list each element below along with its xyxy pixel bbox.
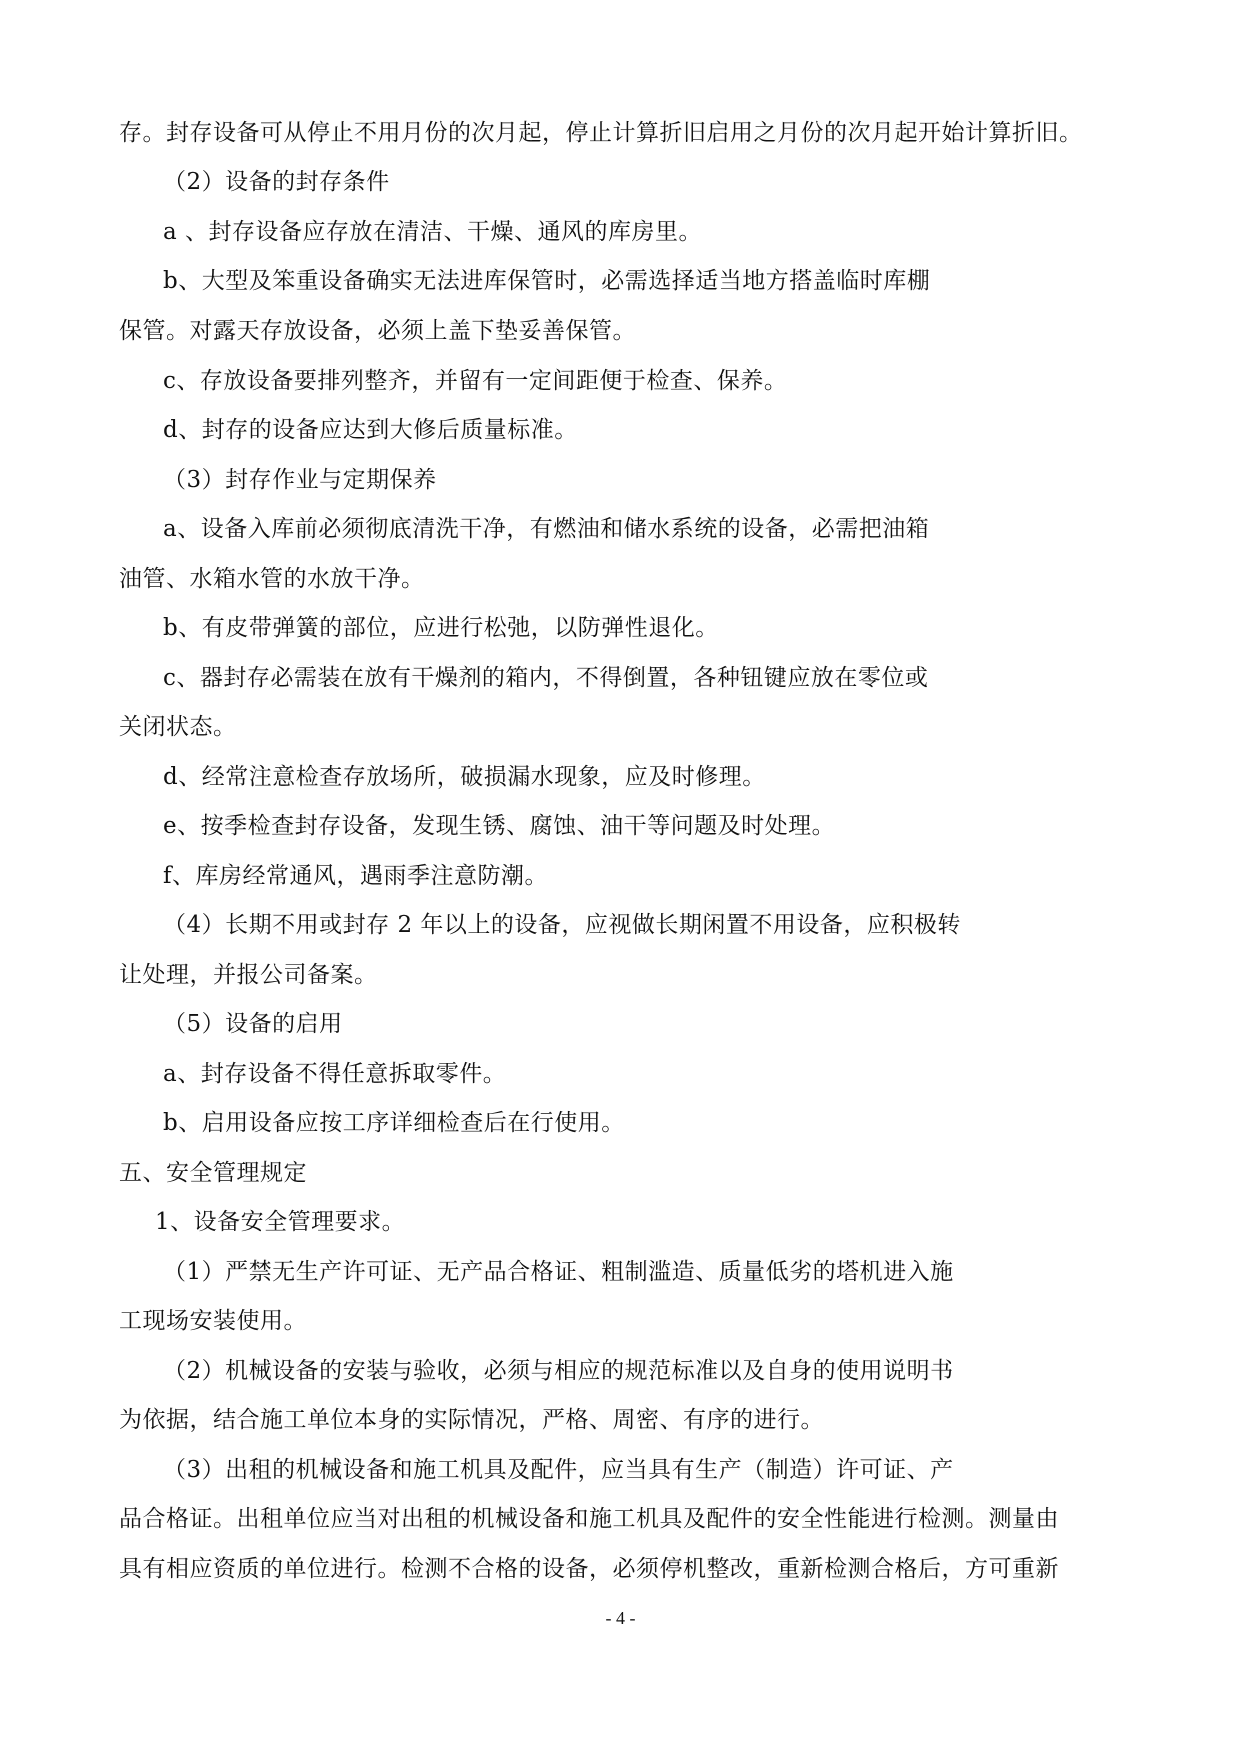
text-line: b、启用设备应按工序详细检查后在行使用。 xyxy=(163,1110,625,1136)
text-line: c、存放设备要排列整齐，并留有一定间距便于检查、保养。 xyxy=(163,368,788,394)
section-heading: 五、安全管理规定 xyxy=(119,1160,307,1186)
text-line: 工现场安装使用。 xyxy=(119,1308,307,1334)
text-line: （4）长期不用或封存 2 年以上的设备，应视做长期闲置不用设备，应积极转 xyxy=(163,912,961,938)
text-line: d、经常注意检查存放场所，破损漏水现象，应及时修理。 xyxy=(163,764,766,790)
text-line: b、大型及笨重设备确实无法进库保管时，必需选择适当地方搭盖临时库棚 xyxy=(163,268,931,294)
text-line: 存。封存设备可从停止不用月份的次月起，停止计算折旧启用之月份的次月起开始计算折旧。 xyxy=(119,120,1083,146)
text-line: f、库房经常通风，遇雨季注意防潮。 xyxy=(163,863,549,889)
text-line: 具有相应资质的单位进行。检测不合格的设备，必须停机整改，重新检测合格后，方可重新 xyxy=(119,1556,1059,1582)
text-line: 关闭状态。 xyxy=(119,714,237,740)
text-line: （2）设备的封存条件 xyxy=(163,169,390,195)
text-line: b、有皮带弹簧的部位，应进行松弛，以防弹性退化。 xyxy=(163,615,719,641)
text-line: d、封存的设备应达到大修后质量标准。 xyxy=(163,417,578,443)
page-number: - 4 - xyxy=(605,1608,636,1628)
text-line: 油管、水箱水管的水放干净。 xyxy=(119,566,425,592)
text-line: （5）设备的启用 xyxy=(163,1011,343,1037)
text-line: e、按季检查封存设备，发现生锈、腐蚀、油干等问题及时处理。 xyxy=(163,813,836,839)
text-line: 品合格证。出租单位应当对出租的机械设备和施工机具及配件的安全性能进行检测。测量由 xyxy=(119,1506,1059,1532)
text-line: c、器封存必需装在放有干燥剂的箱内，不得倒置，各种钮键应放在零位或 xyxy=(163,665,929,691)
text-line: 保管。对露天存放设备，必须上盖下垫妥善保管。 xyxy=(119,318,636,344)
text-line: a、封存设备不得任意拆取零件。 xyxy=(163,1061,507,1087)
text-line: （1）严禁无生产许可证、无产品合格证、粗制滥造、质量低劣的塔机进入施 xyxy=(163,1259,954,1285)
subsection-heading: 1、设备安全管理要求。 xyxy=(155,1209,406,1235)
text-line: （3）出租的机械设备和施工机具及配件，应当具有生产（制造）许可证、产 xyxy=(163,1457,954,1483)
text-line: （3）封存作业与定期保养 xyxy=(163,467,437,493)
text-line: 为依据，结合施工单位本身的实际情况，严格、周密、有序的进行。 xyxy=(119,1407,824,1433)
text-line: （2）机械设备的安装与验收，必须与相应的规范标准以及自身的使用说明书 xyxy=(163,1358,954,1384)
text-line: a 、封存设备应存放在清洁、干燥、通风的库房里。 xyxy=(163,219,703,245)
text-line: 让处理，并报公司备案。 xyxy=(119,962,378,988)
text-line: a、设备入库前必须彻底清洗干净，有燃油和储水系统的设备，必需把油箱 xyxy=(163,516,930,542)
